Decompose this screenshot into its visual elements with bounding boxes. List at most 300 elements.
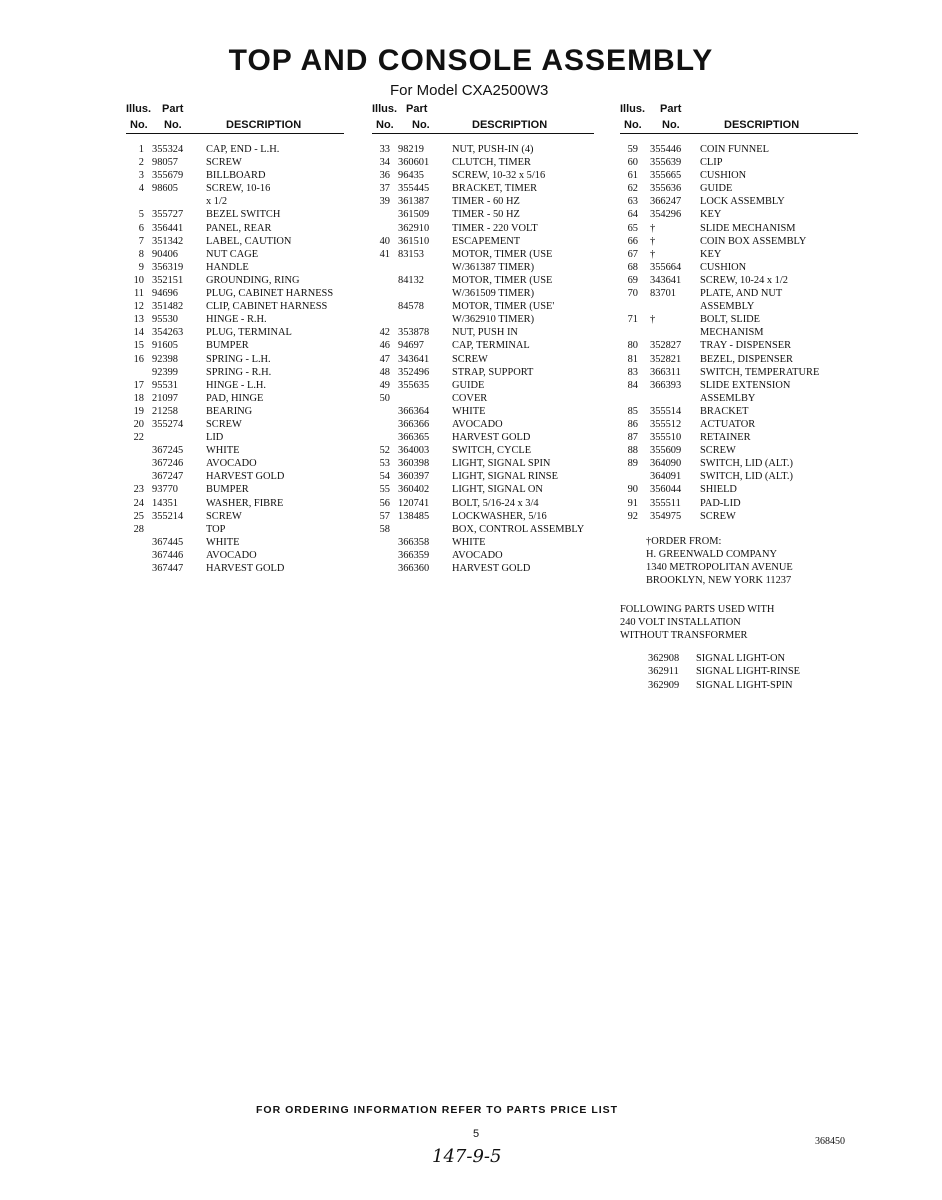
illus-number: 84	[627, 379, 638, 391]
table-row	[620, 300, 858, 313]
table-row	[126, 392, 344, 405]
part-no-header: No.	[412, 119, 430, 131]
illus-number: 14	[133, 327, 144, 339]
illus-header: Illus.	[126, 103, 152, 115]
part-number: 138485	[398, 510, 430, 522]
illus-number: 63	[627, 196, 638, 208]
illus-number: 85	[627, 405, 638, 417]
part-number: 360398	[398, 458, 430, 470]
illus-number: 64	[627, 209, 638, 221]
parts-column-1	[126, 103, 344, 575]
part-number: 356044	[650, 484, 682, 496]
part-description: MOTOR, TIMER (USE	[452, 248, 553, 260]
table-row	[126, 483, 344, 496]
table-row	[620, 418, 858, 431]
table-row	[126, 287, 344, 300]
part-description: PAD-LID	[700, 497, 741, 509]
part-description: W/361509 TIMER)	[452, 288, 535, 300]
part-number: 21097	[152, 392, 178, 404]
table-row	[372, 143, 594, 156]
document-number: 368450	[815, 1136, 845, 1147]
table-row	[620, 261, 858, 274]
part-description: HINGE - R.H.	[206, 314, 267, 326]
illus-number: 24	[133, 497, 144, 509]
illus-number: 70	[627, 288, 638, 300]
table-row	[372, 431, 594, 444]
part-number: 352151	[152, 274, 184, 286]
part-number: 96435	[398, 170, 424, 182]
illus-number: 66	[627, 235, 638, 247]
table-row	[126, 339, 344, 352]
table-row	[620, 405, 858, 418]
part-number: †	[650, 248, 656, 260]
part-number: 83153	[398, 248, 424, 260]
part-number: 366311	[650, 366, 681, 378]
table-row	[372, 405, 594, 418]
illus-number: 42	[379, 327, 390, 339]
illus-number: 4	[138, 183, 144, 195]
table-row	[126, 405, 344, 418]
note-line: WITHOUT TRANSFORMER	[620, 630, 748, 642]
part-description: SPRING - R.H.	[206, 366, 272, 378]
illus-number: 67	[627, 248, 638, 260]
part-number: 352496	[398, 366, 430, 378]
illus-number: 80	[627, 340, 638, 352]
table-row	[372, 536, 594, 549]
table-row	[620, 274, 858, 287]
part-number: 361510	[398, 235, 430, 247]
part-number: 366366	[398, 418, 430, 430]
part-description: BOLT, SLIDE	[700, 314, 761, 326]
illus-number: 52	[379, 445, 390, 457]
illus-number: 7	[138, 235, 144, 247]
part-description: x 1/2	[206, 196, 228, 208]
table-row	[620, 182, 858, 195]
illus-number: 54	[379, 471, 390, 483]
table-row	[372, 470, 594, 483]
description-header: DESCRIPTION	[724, 119, 800, 131]
part-number: 355635	[398, 379, 430, 391]
part-description: SCREW	[206, 510, 242, 522]
part-description: SIGNAL LIGHT-SPIN	[696, 679, 793, 691]
following-parts-note	[620, 603, 858, 642]
part-number: 98219	[398, 144, 424, 155]
part-description: SIGNAL LIGHT-RINSE	[696, 666, 800, 678]
illus-header: Illus.	[372, 103, 398, 115]
part-description: COIN BOX ASSEMBLY	[700, 235, 807, 247]
signal-light-parts	[620, 652, 858, 691]
part-number: 343641	[650, 274, 682, 286]
table-row	[126, 182, 344, 195]
part-number: 98605	[152, 183, 178, 195]
illus-number: 86	[627, 418, 638, 430]
part-number: 355664	[650, 261, 682, 273]
table-row	[372, 169, 594, 182]
table-row	[126, 353, 344, 366]
part-number: 94696	[152, 288, 178, 300]
part-description: MOTOR, TIMER (USE'	[452, 301, 555, 313]
part-number: 355274	[152, 418, 184, 430]
part-number: 355445	[398, 183, 430, 195]
illus-number: 87	[627, 432, 638, 444]
table-row	[372, 549, 594, 562]
illus-number: 18	[133, 392, 144, 404]
part-number: 356441	[152, 222, 184, 234]
part-description: LID	[206, 432, 224, 444]
part-number: 83701	[650, 288, 676, 300]
part-description: CUSHION	[700, 170, 747, 182]
table-row	[620, 379, 858, 392]
illus-number: 59	[627, 144, 638, 155]
illus-number: 90	[627, 484, 638, 496]
part-number: 364091	[650, 471, 682, 483]
illus-no-header: No.	[624, 119, 642, 131]
part-description: SWITCH, LID (ALT.)	[700, 458, 793, 470]
part-header: Part	[660, 103, 682, 115]
part-number: 366364	[398, 405, 430, 417]
part-number: 366359	[398, 549, 430, 561]
part-number: 355636	[650, 183, 682, 195]
part-description: HARVEST GOLD	[452, 432, 531, 444]
table-row	[126, 326, 344, 339]
part-description: CLIP, CABINET HARNESS	[206, 301, 328, 313]
table-row	[372, 444, 594, 457]
part-number: †	[650, 314, 656, 326]
table-row	[126, 379, 344, 392]
part-description: BEZEL, DISPENSER	[700, 353, 793, 365]
part-description: PANEL, REAR	[206, 222, 272, 234]
table-row	[620, 339, 858, 352]
description-header: DESCRIPTION	[472, 119, 548, 131]
part-description: SCREW	[206, 418, 242, 430]
table-row	[126, 195, 344, 208]
part-number: 352827	[650, 340, 682, 352]
illus-number: 5	[138, 209, 144, 221]
illus-number: 62	[627, 183, 638, 195]
part-number: 21258	[152, 405, 178, 417]
illus-number: 83	[627, 366, 638, 378]
illus-number: 47	[379, 353, 390, 365]
part-number: 355510	[650, 432, 682, 444]
part-number: 84132	[398, 274, 424, 286]
table-row	[372, 366, 594, 379]
illus-number: 2	[138, 157, 144, 169]
part-description: SCREW, 10-16	[206, 183, 271, 195]
illus-no-header: No.	[130, 119, 148, 131]
table-row	[126, 169, 344, 182]
ordering-footer: FOR ORDERING INFORMATION REFER TO PARTS PRICE LIST	[256, 1104, 619, 1116]
part-description: BEZEL SWITCH	[206, 209, 281, 221]
table-row	[372, 353, 594, 366]
table-row	[126, 510, 344, 523]
table-row	[372, 457, 594, 470]
part-number: 95531	[152, 379, 178, 391]
part-description: TRAY - DISPENSER	[700, 340, 792, 352]
part-number: 355609	[650, 445, 682, 457]
part-description: AVOCADO	[206, 549, 257, 561]
illus-number: 28	[133, 523, 144, 535]
illus-number: 53	[379, 458, 390, 470]
part-description: W/361387 TIMER)	[452, 261, 535, 273]
part-number: 352821	[650, 353, 682, 365]
part-description: COIN FUNNEL	[700, 144, 769, 155]
table-row	[372, 339, 594, 352]
part-number: 356319	[152, 261, 184, 273]
part-number: 90406	[152, 248, 178, 260]
page-title: TOP AND CONSOLE ASSEMBLY	[228, 44, 714, 77]
table-row	[620, 169, 858, 182]
part-description: CLIP	[700, 157, 723, 169]
part-description: BUMPER	[206, 484, 249, 496]
part-number: 351482	[152, 301, 184, 313]
illus-number: 15	[133, 340, 144, 352]
table-row	[126, 366, 344, 379]
part-description: NUT CAGE	[206, 248, 259, 260]
table-row	[620, 457, 858, 470]
table-row	[620, 353, 858, 366]
illus-number: 6	[138, 222, 144, 234]
part-description: SWITCH, CYCLE	[452, 445, 532, 457]
part-description: HINGE - L.H.	[206, 379, 267, 391]
part-number: 355512	[650, 418, 682, 430]
part-description: BRACKET, TIMER	[452, 183, 538, 195]
table-row	[372, 261, 594, 274]
table-row	[126, 536, 344, 549]
description-header: DESCRIPTION	[226, 119, 302, 131]
part-number: 362909	[648, 679, 680, 691]
part-number: 355214	[152, 510, 184, 522]
illus-number: 81	[627, 353, 638, 365]
illus-no-header: No.	[376, 119, 394, 131]
table-row	[126, 457, 344, 470]
illus-number: 34	[379, 157, 390, 169]
parts-list	[126, 134, 344, 575]
illus-number: 33	[379, 144, 390, 155]
table-row	[126, 143, 344, 156]
part-description: GUIDE	[700, 183, 733, 195]
part-description: SPRING - L.H.	[206, 353, 271, 365]
table-row	[372, 195, 594, 208]
illus-number: 91	[627, 497, 638, 509]
illus-number: 41	[379, 248, 390, 260]
part-description: PLATE, AND NUT	[700, 288, 783, 300]
part-number: 355665	[650, 170, 682, 182]
part-description: BEARING	[206, 405, 253, 417]
table-row	[126, 300, 344, 313]
part-description: LIGHT, SIGNAL ON	[452, 484, 543, 496]
part-description: LIGHT, SIGNAL RINSE	[452, 471, 558, 483]
parts-list	[620, 134, 858, 523]
part-number: 355639	[650, 157, 682, 169]
illus-header: Illus.	[620, 103, 646, 115]
table-row	[620, 483, 858, 496]
part-description: W/362910 TIMER)	[452, 314, 535, 326]
table-row	[620, 470, 858, 483]
part-number: 355511	[650, 497, 681, 509]
part-description: PLUG, CABINET HARNESS	[206, 288, 334, 300]
part-number: 120741	[398, 497, 430, 509]
part-description: CLUTCH, TIMER	[452, 157, 531, 169]
illus-number: 57	[379, 510, 390, 522]
part-number: 98057	[152, 157, 178, 169]
part-description: RETAINER	[700, 432, 751, 444]
part-number: 355324	[152, 144, 184, 155]
table-row	[372, 313, 594, 326]
model-subtitle: For Model CXA2500W3	[390, 82, 549, 99]
illus-number: 37	[379, 183, 390, 195]
part-description: ESCAPEMENT	[452, 235, 521, 247]
illus-number: 39	[379, 196, 390, 208]
part-description: MOTOR, TIMER (USE	[452, 274, 553, 286]
illus-number: 69	[627, 274, 638, 286]
part-number: †	[650, 235, 656, 247]
table-row	[620, 510, 858, 523]
illus-number: 16	[133, 353, 144, 365]
part-number: 343641	[398, 353, 430, 365]
table-row	[372, 182, 594, 195]
illus-number: 46	[379, 340, 390, 352]
part-description: SIGNAL LIGHT-ON	[696, 653, 785, 665]
part-description: SCREW	[700, 445, 736, 457]
table-row	[372, 248, 594, 261]
part-header: Part	[162, 103, 184, 115]
illus-number: 71	[627, 314, 638, 326]
part-number: 14351	[152, 497, 178, 509]
part-description: MECHANISM	[700, 327, 764, 339]
part-description: WHITE	[206, 536, 240, 548]
part-description: ASSEMBLY	[700, 301, 755, 313]
part-description: AVOCADO	[206, 458, 257, 470]
part-description: TOP	[206, 523, 226, 535]
part-description: GUIDE	[452, 379, 485, 391]
part-description: SCREW	[206, 157, 242, 169]
part-description: WHITE	[206, 445, 240, 457]
illus-number: 50	[379, 392, 390, 404]
part-number: 362908	[648, 653, 680, 665]
part-description: WASHER, FIBRE	[206, 497, 284, 509]
part-number: 354263	[152, 327, 184, 339]
part-number: 364090	[650, 458, 682, 470]
table-row	[372, 222, 594, 235]
table-row	[620, 444, 858, 457]
illus-number: 10	[133, 274, 144, 286]
part-number: 355446	[650, 144, 682, 155]
part-no-header: No.	[164, 119, 182, 131]
part-description: TIMER - 60 HZ	[452, 196, 520, 208]
table-row	[372, 510, 594, 523]
table-row	[620, 431, 858, 444]
part-description: HARVEST GOLD	[452, 563, 531, 574]
part-description: ACTUATOR	[700, 418, 756, 430]
part-number: 367245	[152, 445, 184, 457]
part-description: SWITCH, TEMPERATURE	[700, 366, 820, 378]
part-description: GROUNDING, RING	[206, 274, 300, 286]
part-description: HANDLE	[206, 261, 249, 273]
part-number: 362911	[648, 666, 679, 678]
part-number: 361387	[398, 196, 430, 208]
table-row	[620, 208, 858, 221]
parts-column-3	[620, 103, 858, 692]
table-row	[372, 562, 594, 575]
part-number: 94697	[398, 340, 424, 352]
illus-number: 3	[138, 170, 144, 182]
handwritten-note: 147-9-5	[432, 1146, 502, 1167]
column-header	[620, 103, 858, 134]
part-number: 366393	[650, 379, 682, 391]
table-row	[620, 235, 858, 248]
illus-number: 23	[133, 484, 144, 496]
part-number: 367446	[152, 549, 184, 561]
illus-number: 55	[379, 484, 390, 496]
part-description: BILLBOARD	[206, 170, 266, 182]
part-number: 360601	[398, 157, 430, 169]
part-description: LABEL, CAUTION	[206, 235, 292, 247]
table-row	[620, 392, 858, 405]
table-row	[126, 261, 344, 274]
illus-number: 58	[379, 523, 390, 535]
illus-number: 13	[133, 314, 144, 326]
part-description: SCREW	[700, 510, 736, 522]
table-row	[620, 143, 858, 156]
part-description: LOCKWASHER, 5/16	[452, 510, 547, 522]
illus-number: 61	[627, 170, 638, 182]
page-number: 5	[473, 1128, 480, 1140]
part-description: PLUG, TERMINAL	[206, 327, 292, 339]
illus-number: 88	[627, 445, 638, 457]
table-row	[372, 326, 594, 339]
table-row	[620, 287, 858, 300]
part-number: 354296	[650, 209, 682, 221]
part-description: NUT, PUSH-IN (4)	[452, 144, 534, 155]
illus-number: 12	[133, 301, 144, 313]
table-row	[372, 418, 594, 431]
illus-number: 25	[133, 510, 144, 522]
table-row	[620, 222, 858, 235]
illus-number: 89	[627, 458, 638, 470]
illus-number: 56	[379, 497, 390, 509]
part-description: NUT, PUSH IN	[452, 327, 518, 339]
part-number: 84578	[398, 301, 424, 313]
part-description: CAP, TERMINAL	[452, 340, 530, 352]
part-description: SLIDE EXTENSION	[700, 379, 791, 391]
part-number: 366358	[398, 536, 430, 548]
table-row	[620, 313, 858, 326]
part-description: LIGHT, SIGNAL SPIN	[452, 458, 551, 470]
part-description: HARVEST GOLD	[206, 563, 285, 574]
part-number: 367447	[152, 563, 184, 574]
part-number: 93770	[152, 484, 178, 496]
part-description: AVOCADO	[452, 549, 503, 561]
order-from-note	[646, 535, 858, 587]
part-description: SHIELD	[700, 484, 737, 496]
part-number: 367247	[152, 471, 184, 483]
table-row	[372, 483, 594, 496]
part-number: 92398	[152, 353, 178, 365]
part-number: 361509	[398, 209, 430, 221]
parts-column-2	[372, 103, 594, 575]
table-row	[126, 248, 344, 261]
part-number: 355514	[650, 405, 682, 417]
note-line: 240 VOLT INSTALLATION	[620, 617, 741, 629]
note-line: BROOKLYN, NEW YORK 11237	[646, 575, 792, 586]
part-description: COVER	[452, 392, 488, 404]
part-description: KEY	[700, 209, 722, 221]
column-header	[372, 103, 594, 134]
part-number: 353878	[398, 327, 430, 339]
illus-number: 48	[379, 366, 390, 378]
part-description: SCREW	[452, 353, 488, 365]
illus-number: 60	[627, 157, 638, 169]
